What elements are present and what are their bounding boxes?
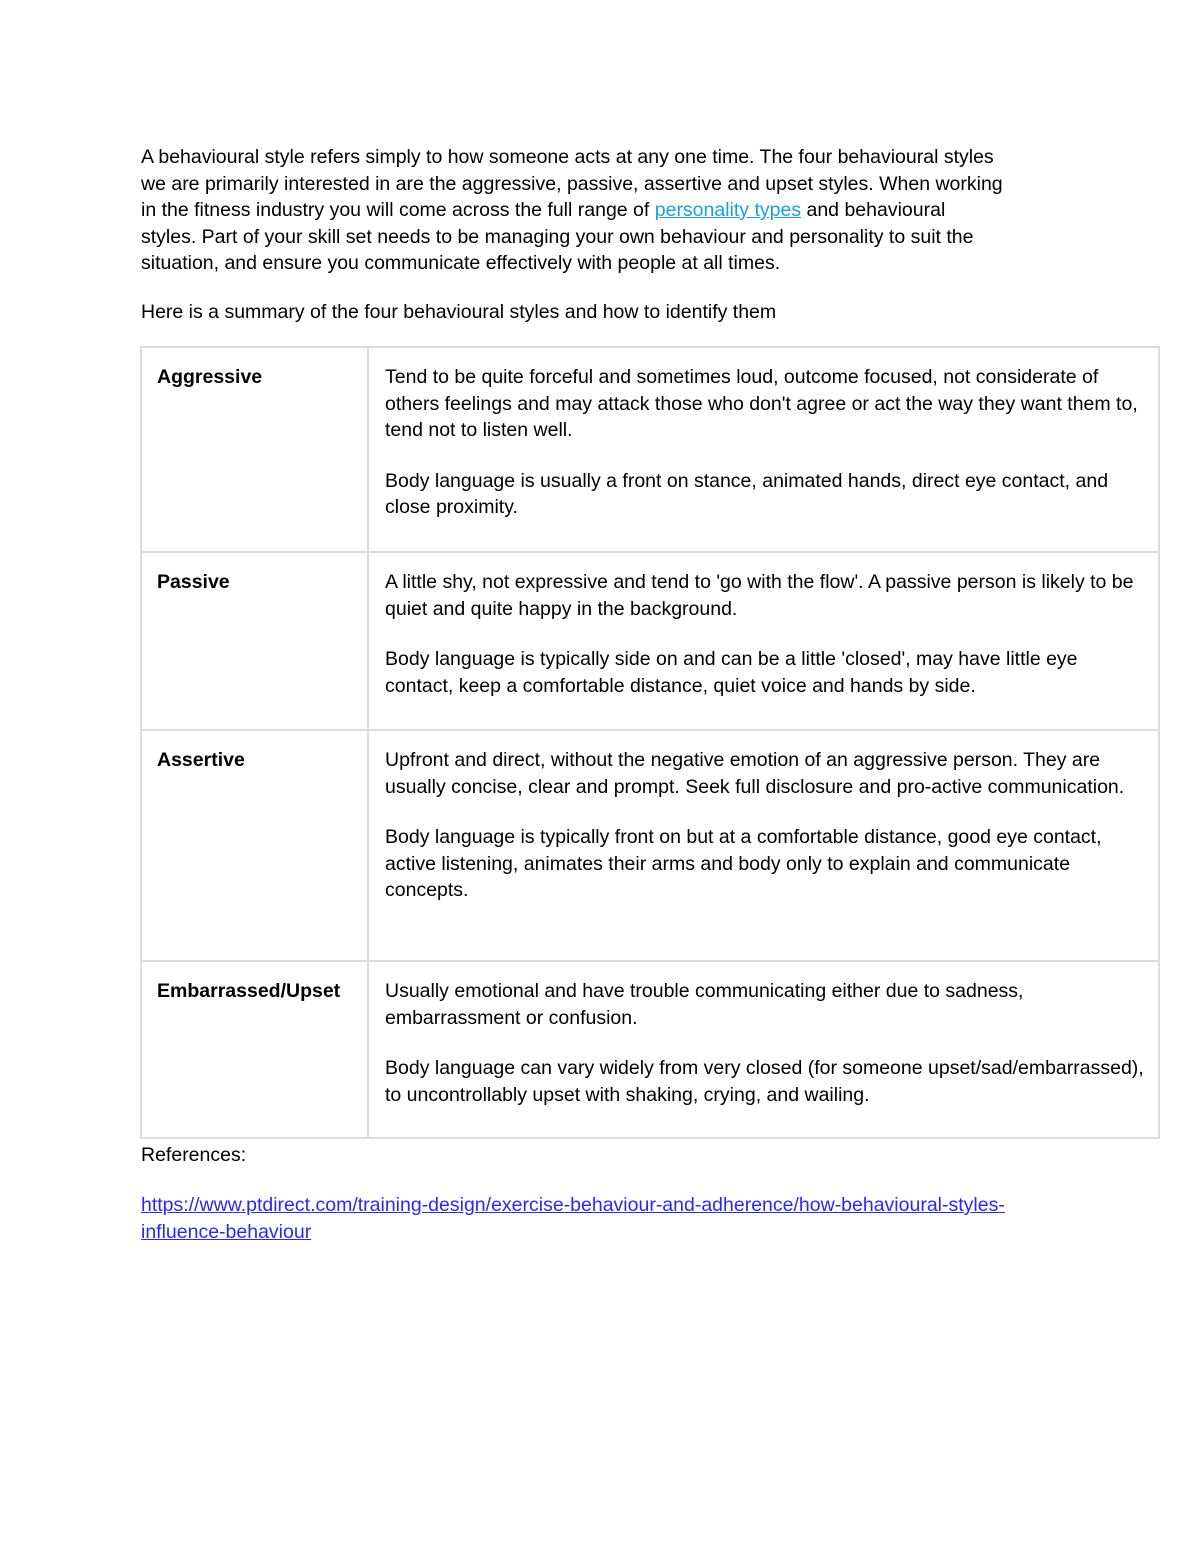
style-label-cell: Embarrassed/Upset bbox=[141, 961, 368, 1138]
paragraph-spacer bbox=[385, 800, 1144, 824]
paragraph-spacer bbox=[385, 444, 1144, 468]
body-language-paragraph: Body language is usually a front on stance, animated hands, direct eye contact, and close proximity. bbox=[385, 469, 1109, 518]
intro-line-5: situation, and ensure you communicate effectively with people at all times. bbox=[141, 252, 781, 274]
description-paragraph: A little shy, not expressive and tend to 'go with the flow'. A passive person is likely to be quiet and quite happy in the background. bbox=[385, 571, 1134, 620]
description-paragraph: Usually emotional and have trouble communicating either due to sadness, embarrassment or confusion. bbox=[385, 980, 1024, 1029]
description-paragraph: Upfront and direct, without the negative emotion of an aggressive person. They are usually concise, clear and prompt. Seek full disclosure and pro-active communication. bbox=[385, 749, 1125, 798]
table-row bbox=[141, 552, 1159, 730]
summary-sentence: Here is a summary of the four behavioural styles and how to identify them bbox=[141, 301, 777, 323]
table-row bbox=[141, 347, 1159, 552]
table-row bbox=[141, 961, 1159, 1138]
behavioural-styles-table bbox=[140, 346, 1160, 1139]
style-description-cell bbox=[368, 961, 1159, 1138]
intro-line-3-start: in the fitness industry you will come across the full range of bbox=[141, 199, 655, 221]
style-description-cell bbox=[368, 347, 1159, 552]
description-paragraph: Tend to be quite forceful and sometimes loud, outcome focused, not considerate of others feelings and may attack those who don't agree or act the way they want them to, tend not to listen well. bbox=[385, 366, 1138, 441]
intro-line-3-end: and behavioural bbox=[801, 199, 946, 221]
style-label-cell: Passive bbox=[141, 552, 368, 730]
reference-url bbox=[141, 1192, 1071, 1245]
intro-line-4: styles. Part of your skill set needs to be managing your own behaviour and personality to suit the bbox=[141, 225, 974, 248]
personality-types-link[interactable]: personality types bbox=[654, 199, 802, 221]
style-label-cell: Aggressive bbox=[141, 347, 368, 552]
style-label-cell: Assertive bbox=[141, 730, 368, 961]
intro-line-3 bbox=[141, 197, 1061, 224]
style-description-cell bbox=[368, 552, 1159, 730]
reference-link-line-1[interactable]: https://www.ptdirect.com/training-design/exercise-behaviour-and-adherence/how-behavioural-styles- bbox=[141, 1194, 1005, 1216]
intro-paragraph bbox=[141, 144, 1061, 277]
style-description-cell bbox=[368, 730, 1159, 961]
intro-line-2: we are primarily interested in are the aggressive, passive, assertive and upset styles. When working bbox=[141, 172, 1003, 195]
references-heading: References: bbox=[141, 1144, 247, 1166]
body-language-paragraph: Body language is typically front on but at a comfortable distance, good eye contact, active listening, animates their arms and body only to explain and communicate concepts. bbox=[385, 826, 1102, 901]
paragraph-spacer bbox=[385, 622, 1144, 646]
body-language-paragraph: Body language can vary widely from very closed (for someone upset/sad/embarrassed), to uncontrollably upset with shaking, crying, and wailing. bbox=[385, 1057, 1144, 1106]
paragraph-spacer bbox=[385, 1031, 1144, 1055]
table-row bbox=[141, 730, 1159, 961]
body-language-paragraph: Body language is typically side on and can be a little 'closed', may have little eye contact, keep a comfortable distance, quiet voice and hands by side. bbox=[385, 648, 1078, 697]
intro-line-1: A behavioural style refers simply to how someone acts at any one time. The four behavioural styles bbox=[141, 146, 994, 168]
reference-link-line-2[interactable]: influence-behaviour bbox=[141, 1220, 312, 1243]
